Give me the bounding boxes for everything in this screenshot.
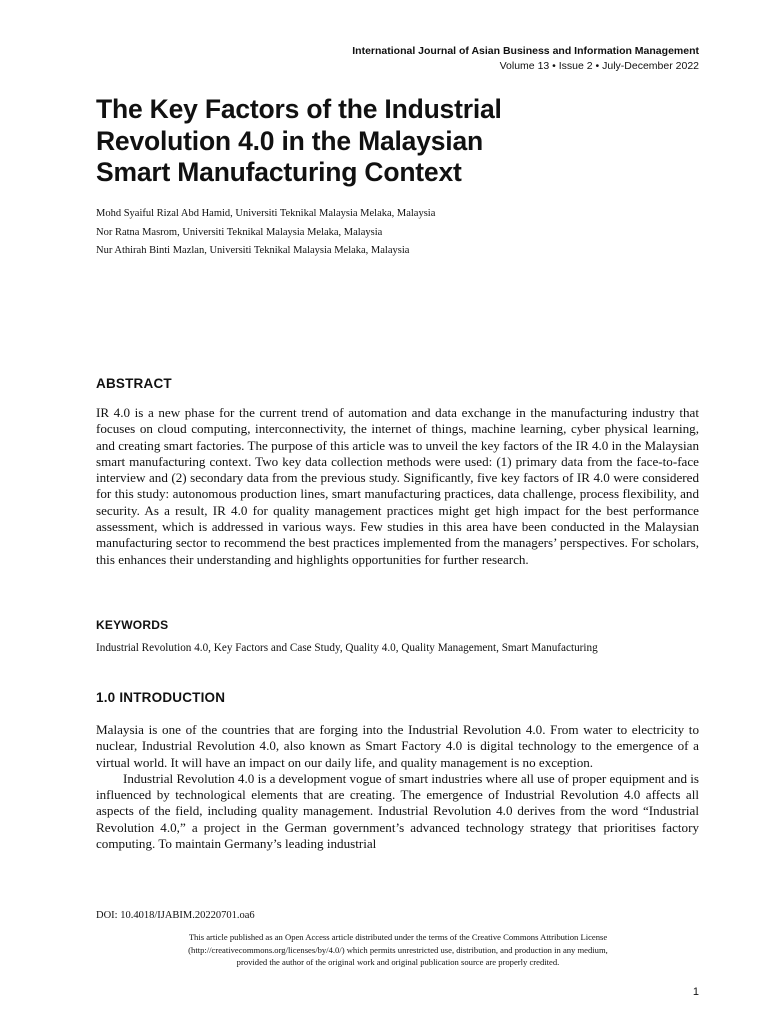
introduction-paragraph: Malaysia is one of the countries that are forging into the Industrial Revolution 4.0. From water to electricity to nuclear, Industrial Revolution 4.0, also known as Smart Factory 4.0 is digital technology to the emergence of a virtual world. It will have an impact on our daily life, and quality management is no exception.: [96, 722, 699, 770]
author-affiliation: Nur Athirah Binti Mazlan, Universiti Teknikal Malaysia Melaka, Malaysia: [96, 245, 410, 256]
keywords-heading: KEYWORDS: [96, 618, 169, 632]
journal-volume: Volume 13 • Issue 2 • July-December 2022: [499, 60, 699, 72]
introduction-heading: 1.0 INTRODUCTION: [96, 690, 226, 705]
license-line: (http://creativecommons.org/licenses/by/4.0/) which permits unrestricted use, distribution, and production in any medium,: [188, 944, 608, 955]
journal-name: International Journal of Asian Business and Information Management: [352, 45, 699, 57]
license-line: provided the author of the original work and original publication source are properly credited.: [236, 957, 560, 967]
abstract-text: IR 4.0 is a new phase for the current trend of automation and data exchange in the manufacturing industry that focuses on cloud computing, interconnectivity, the internet of things, machine learning, cyber physical learning, and creating smart factories. The purpose of this article was to unveil the key factors of the IR 4.0 in the Malaysian smart manufacturing context. Two key data collection methods were used: (1) primary data from the face-to-face interview and (2) secondary data from the previous study. Significantly, five key factors of IR 4.0 were considered for this study: autonomous production lines, smart manufacturing practices, data challenge, process flexibility, and security. As a result, IR 4.0 for quality management practices might get high impact for the best performance assessment, which is addressed in various ways. Few studies in this area have been conducted in the Malaysian manufacturing sector to recommend the best practices implemented from the managers’ perspectives. For scholars, this enhances their understanding and highlights opportunities for further research.: [96, 405, 699, 567]
doi-link[interactable]: DOI: 10.4018/IJABIM.20220701.oa6: [96, 910, 255, 921]
introduction-body: [96, 722, 699, 852]
author-affiliation: Mohd Syaiful Rizal Abd Hamid, Universiti Teknikal Malaysia Melaka, Malaysia: [96, 208, 436, 219]
article-title: [96, 94, 696, 189]
title-line: The Key Factors of the Industrial: [96, 94, 502, 124]
keywords-text: Industrial Revolution 4.0, Key Factors and Case Study, Quality 4.0, Quality Management, Smart Manufacturing: [96, 642, 598, 654]
author-affiliation: Nor Ratna Masrom, Universiti Teknikal Malaysia Melaka, Malaysia: [96, 226, 383, 238]
title-line: Smart Manufacturing Context: [96, 157, 462, 187]
page-number: 1: [692, 986, 699, 998]
journal-header: [352, 44, 699, 74]
license-notice: [96, 931, 700, 969]
author-list: [96, 205, 435, 261]
license-line: This article published as an Open Access article distributed under the terms of the Creative Commons Attribution License: [188, 932, 608, 942]
abstract-heading: ABSTRACT: [96, 376, 172, 391]
title-line: Revolution 4.0 in the Malaysian: [96, 125, 483, 156]
introduction-paragraph: Industrial Revolution 4.0 is a development vogue of smart industries where all use of proper equipment and is influenced by technological elements that are creating. The emergence of Industrial Revolution 4.0 affects all aspects of the field, including quality management. Industrial Revolution 4.0 derives from the word “Industrial Revolution 4.0,” a project in the German government’s advanced technology strategy that prioritises factory computing. To maintain Germany’s leading industrial: [96, 770, 699, 852]
